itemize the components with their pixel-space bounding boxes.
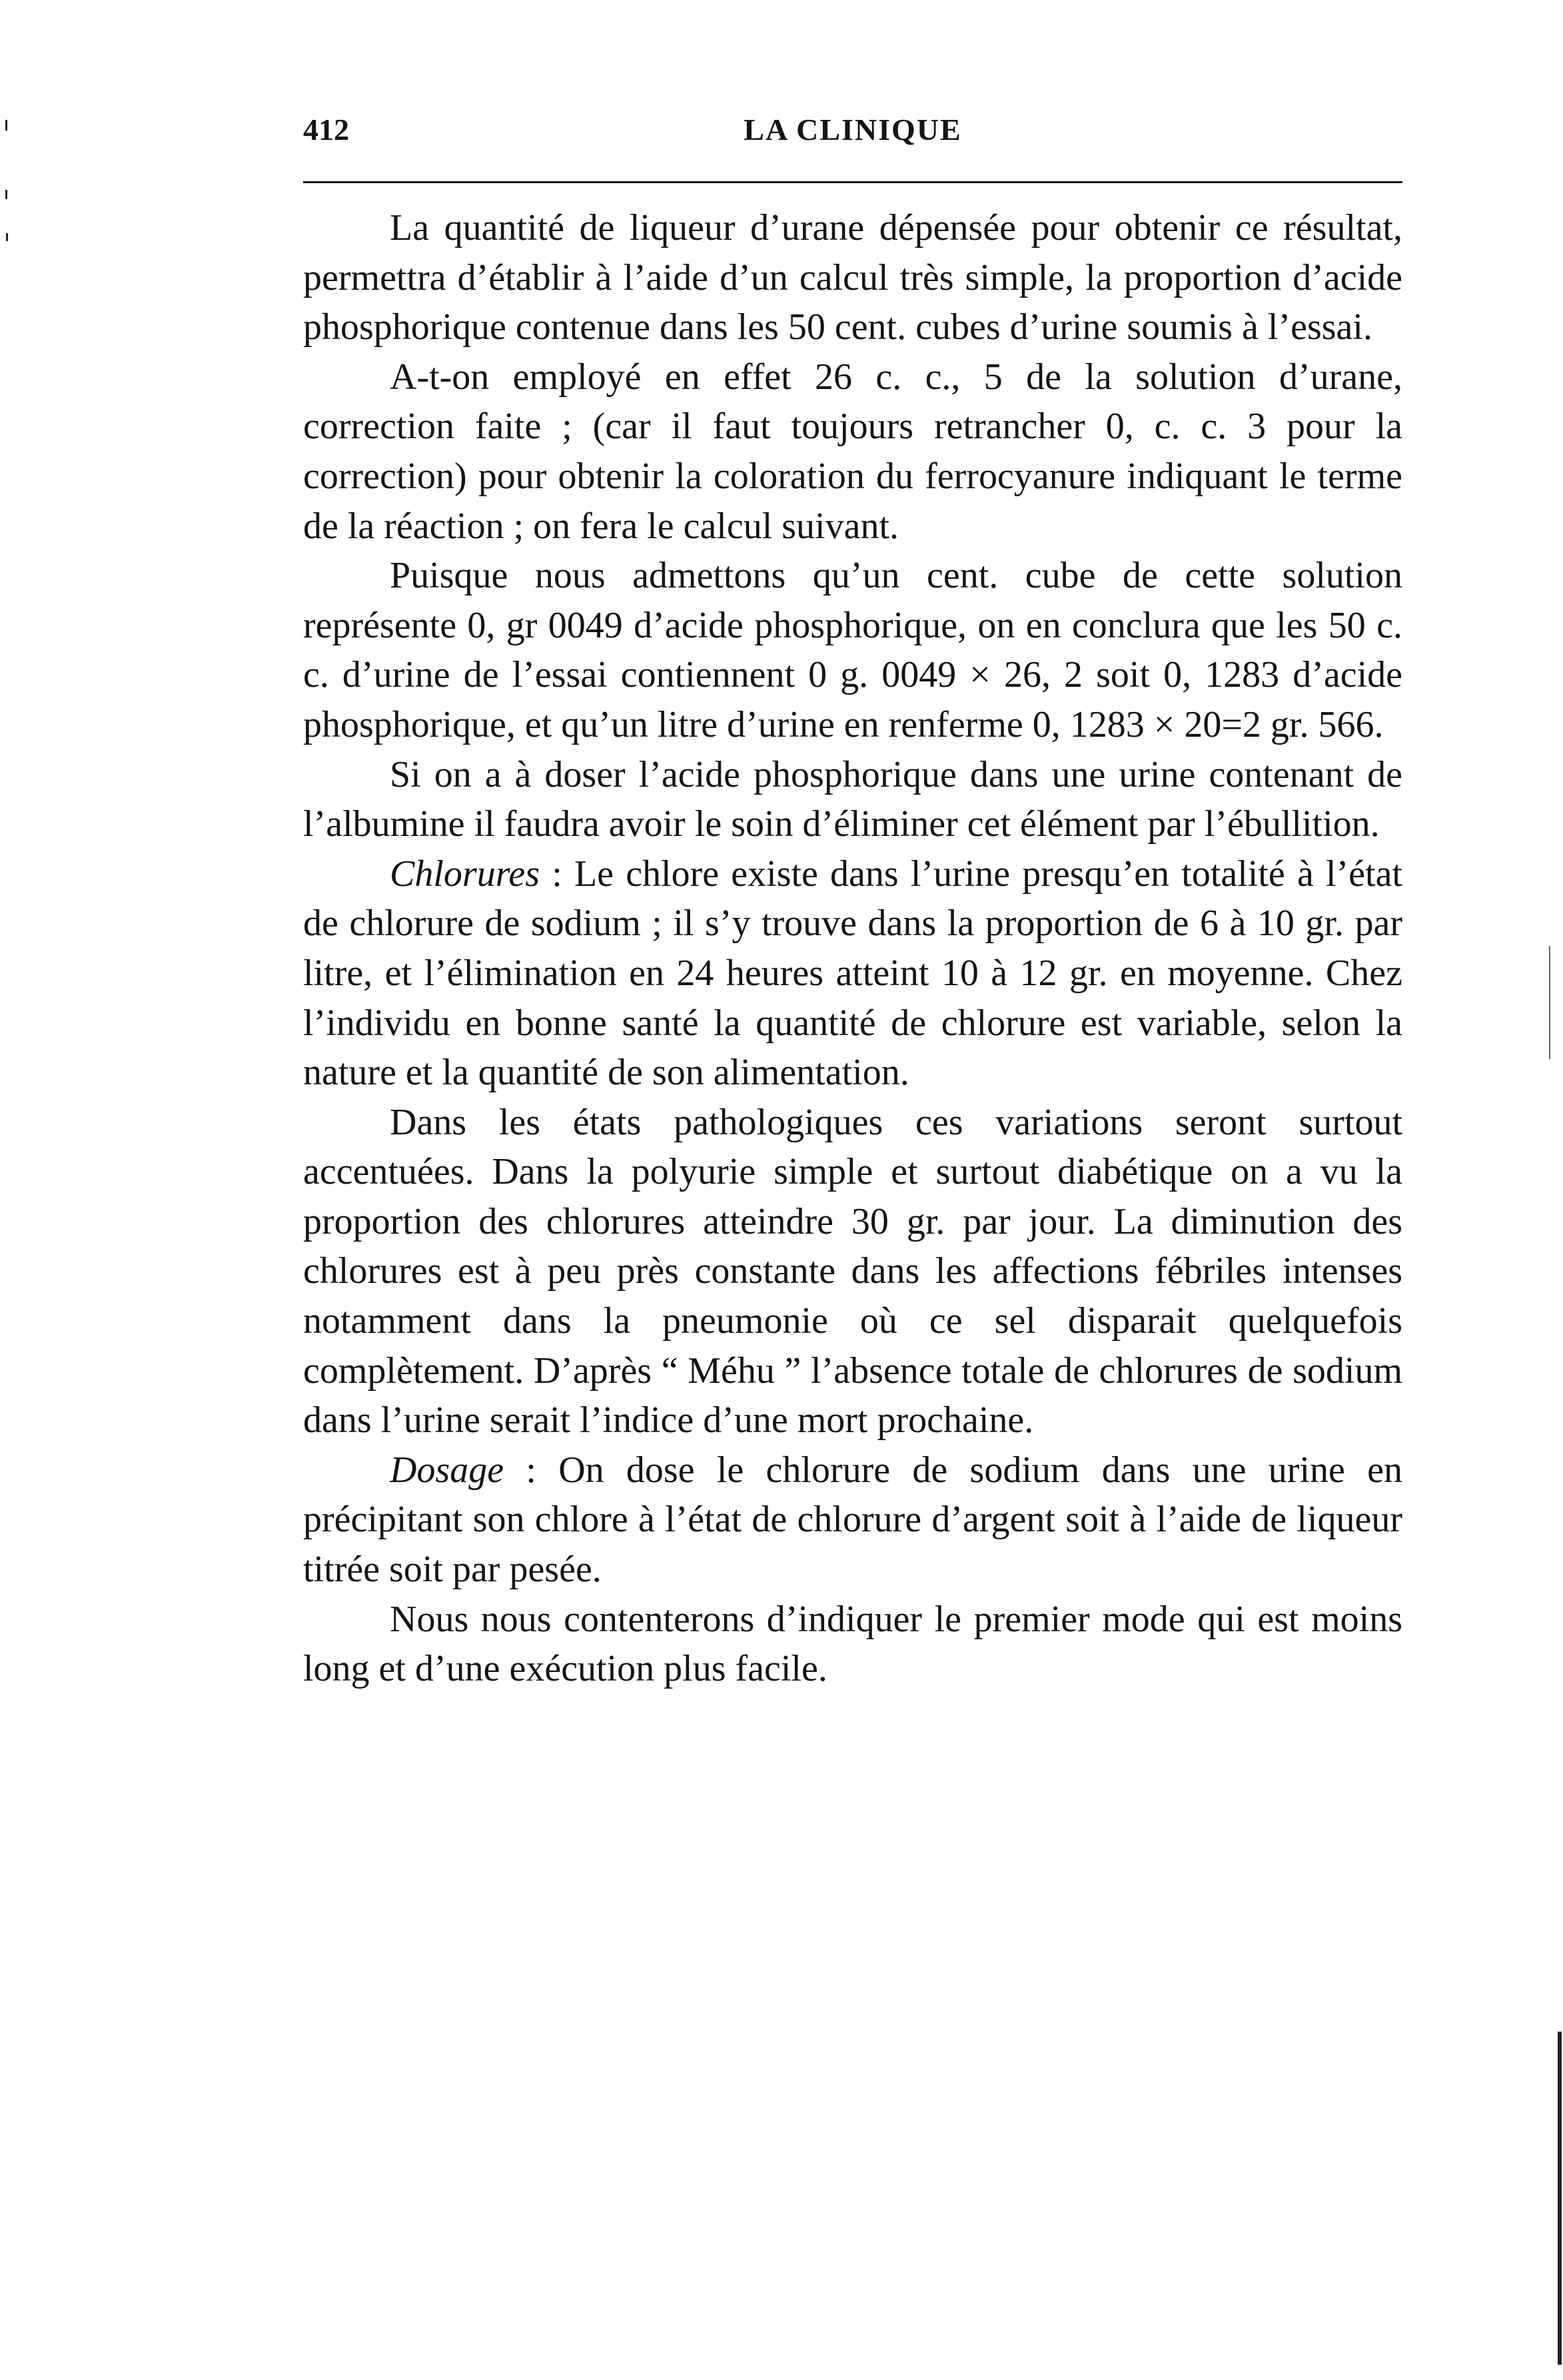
paragraph-6-text: Dans les états pathologiques ces variations seront surtout accentuées. Dans la polyurie simple et surtout diabétique on a vu la proportion des chlorures atteindre 30 gr. par jour. La diminution des chlorures est à peu près constante dans les affections fébriles intenses notamment dans la pneumonie où ce sel disparait quelquefois complètement. D’après “ Méhu ” l’absence totale de chlorures de sodium dans l’urine serait l’indice d’une mort prochaine. xyxy=(303,1101,1402,1441)
paragraph-4-text: Si on a à doser l’acide phosphorique dans une urine contenant de l’albumine il faudra avoir le soin d’éliminer cet élément par l’ébullition. xyxy=(303,753,1402,845)
paragraph-8-text: Nous nous contenterons d’indiquer le premier mode qui est moins long et d’une exécution plus facile. xyxy=(303,1598,1402,1690)
paragraph-1 xyxy=(303,203,1402,352)
paragraph-2 xyxy=(303,352,1402,551)
paragraph-dosage xyxy=(303,1445,1402,1595)
paragraph-dosage-lead: Dosage xyxy=(390,1449,504,1491)
paragraph-3 xyxy=(303,551,1402,749)
running-head xyxy=(303,112,1402,159)
left-edge-mark xyxy=(5,190,7,199)
journal-title: LA CLINIQUE xyxy=(744,113,962,147)
paragraph-chlorures-lead: Chlorures xyxy=(390,853,540,895)
paragraph-8 xyxy=(303,1595,1402,1694)
paragraph-1-text: La quantité de liqueur d’urane dépensée pour obtenir ce résultat, permettra d’établir à l’aide d’un calcul très simple, la proportion d’acide phosphorique contenue dans les 50 cent. cubes d’urine soumis à l’essai. xyxy=(303,207,1402,348)
book-page xyxy=(303,0,1402,2380)
right-edge-bar xyxy=(1558,2032,1562,2365)
page-number: 412 xyxy=(303,113,349,147)
left-edge-mark xyxy=(6,233,8,241)
paragraph-2-text: A-t-on employé en effet 26 c. c., 5 de la solution d’urane, correction faite ; (car il faut toujours retrancher 0, c. c. 3 pour la correction) pour obtenir la coloration du ferrocyanure indiquant le terme de la réaction ; on fera le calcul suivant. xyxy=(303,356,1402,547)
paragraph-chlorures-text: : Le chlore existe dans l’urine presqu’en totalité à l’état de chlorure de sodium ; il s’y trouve dans la proportion de 6 à 10 gr. par litre, et l’élimination en 24 heures atteint 10 à 12 gr. en moyenne. Chez l’individu en bonne santé la quantité de chlorure est variable, selon la nature et la quantité de son alimentation. xyxy=(303,853,1402,1094)
paragraph-chlorures xyxy=(303,849,1402,1098)
paragraph-4 xyxy=(303,750,1402,849)
paragraph-3-text: Puisque nous admettons qu’un cent. cube de cette solution représente 0, gr 0049 d’acide phosphorique, on en conclura que les 50 c. c. d’urine de l’essai contiennent 0 g. 0049 × 26, 2 soit 0, 1283 d’acide phosphorique, et qu’un litre d’urine en renferme 0, 1283 × 20=2 gr. 566. xyxy=(303,555,1402,745)
body-text xyxy=(303,203,1402,1694)
right-edge-line xyxy=(1549,946,1550,1059)
header-rule xyxy=(303,181,1402,183)
paragraph-6 xyxy=(303,1098,1402,1445)
paragraph-dosage-text: : On dose le chlorure de sodium dans une urine en précipitant son chlore à l’état de chlorure d’argent soit à l’aide de liqueur titrée soit par pesée. xyxy=(303,1449,1402,1591)
left-edge-mark xyxy=(5,120,7,131)
